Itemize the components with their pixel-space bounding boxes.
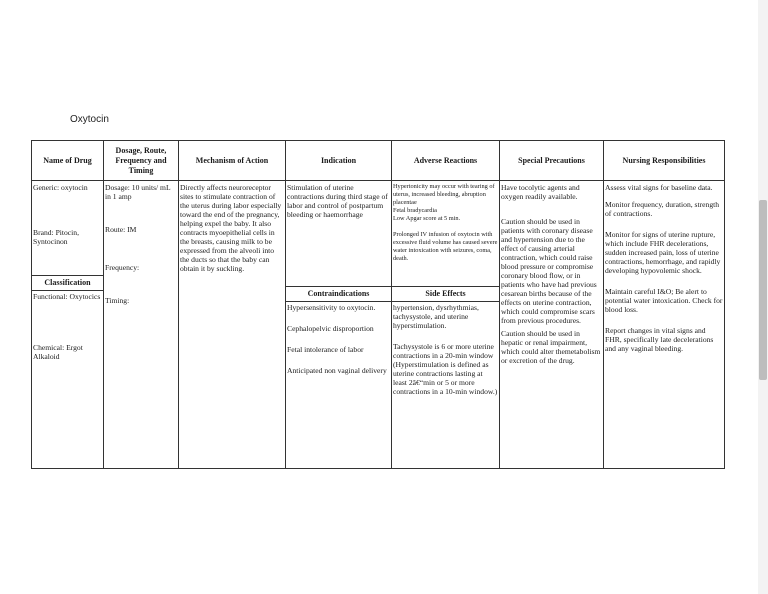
top-bar	[0, 0, 768, 12]
contra-item: Fetal intolerance of labor	[287, 345, 364, 354]
functional-class: Functional: Oxytocics	[33, 292, 101, 301]
side-effects-heading: Side Effects	[392, 286, 500, 302]
nursing-cell	[604, 181, 725, 469]
header-row	[32, 141, 725, 181]
contraindications-heading: Contraindications	[286, 286, 392, 302]
mechanism-text: Directly affects neuroreceptor sites to stimulate contraction of the uterus during labor especially toward the end of the pregnancy, helping expel the baby. It also contracts myoepithelial cells in the breasts, causing milk to be expressed from the alveoli into the ducts so that the baby can obtain it by suckling.	[180, 183, 282, 273]
precautions-cell	[500, 181, 604, 469]
precaution-item: Caution should be used in hepatic or renal impairment, which could alter themetabolism or excretion of the drug.	[501, 329, 601, 365]
nursing-item: Report changes in vital signs and FHR, specifically late decelerations and any vaginal bleeding.	[605, 326, 714, 353]
header-mechanism: Mechanism of Action	[179, 141, 286, 181]
frequency-value: Frequency:	[105, 263, 140, 272]
document-title: Oxytocin	[70, 114, 109, 125]
adverse-item: Hypertonicity may occur with tearing of uterus, increased bleeding, abruption placentae	[393, 183, 495, 206]
vertical-scrollbar[interactable]	[758, 0, 768, 594]
nursing-item: Monitor frequency, duration, strength of contractions.	[605, 200, 720, 218]
header-adverse: Adverse Reactions	[392, 141, 500, 181]
name-cell	[32, 181, 104, 469]
header-name: Name of Drug	[32, 141, 104, 181]
contra-item: Hypersensitivity to oxytocin.	[287, 303, 376, 312]
classification-heading: Classification	[32, 275, 104, 291]
route-value: Route: IM	[105, 225, 137, 234]
mechanism-cell	[179, 181, 286, 469]
brand-name: Brand: Pitocin, Syntocinon	[33, 228, 79, 246]
header-dosage: Dosage, Route, Frequency and Timing	[104, 141, 179, 181]
precaution-item: Caution should be used in patients with coronary disease and hypertension due to the effect of causing arterial contraction, which could raise blood pressure or compromise coronary blood flow, or in patients who have had previous cesarean births because of the effects on uterine contraction, which could compromise scars from previous procedures.	[501, 217, 597, 325]
adverse-item: Prolonged IV infusion of oxytocin with excessive fluid volume has caused severe water intoxication with seizures, coma, death.	[393, 231, 498, 262]
side-effect-item: Tachysystole is 6 or more uterine contractions in a 20-min window (Hyperstimulation is defined as uterine contractions lasting at least 2â€“min or 5 or more contractions in a 10-min window.)	[393, 342, 498, 396]
indication-cell	[286, 181, 392, 469]
chemical-class: Chemical: Ergot Alkaloid	[33, 343, 83, 361]
scrollbar-thumb[interactable]	[759, 200, 767, 380]
adverse-item: Fetal bradycardia	[393, 207, 437, 214]
generic-name: Generic: oxytocin	[33, 183, 88, 192]
body-row	[32, 181, 725, 469]
header-precautions: Special Precautions	[500, 141, 604, 181]
drug-study-table-container	[31, 140, 724, 469]
header-nursing: Nursing Responsibilities	[604, 141, 725, 181]
adverse-cell	[392, 181, 500, 469]
adverse-item: Low Apgar score at 5 min.	[393, 215, 461, 222]
precaution-item: Have tocolytic agents and oxygen readily available.	[501, 183, 580, 201]
nursing-item: Monitor for signs of uterine rupture, which include FHR decelerations, sudden increased pain, loss of uterine contractions, hemorrhage, and rapidly developing hypovolemic shock.	[605, 230, 721, 275]
header-indication: Indication	[286, 141, 392, 181]
contra-item: Anticipated non vaginal delivery	[287, 366, 387, 375]
timing-value: Timing:	[105, 296, 130, 305]
dosage-value: Dosage: 10 units/ mL in 1 amp	[105, 183, 171, 201]
nursing-item: Maintain careful I&O; Be alert to potential water intoxication. Check for blood loss.	[605, 287, 723, 314]
nursing-item: Assess vital signs for baseline data.	[605, 183, 713, 192]
side-effect-item: hypertension, dysrhythmias, tachysystole, and uterine hyperstimulation.	[393, 303, 479, 330]
dosage-cell	[104, 181, 179, 469]
drug-study-table	[31, 140, 725, 469]
indication-text: Stimulation of uterine contractions during third stage of labor and control of postpartum bleeding or haemorrhage	[287, 183, 388, 219]
contra-item: Cephalopelvic disproportion	[287, 324, 374, 333]
